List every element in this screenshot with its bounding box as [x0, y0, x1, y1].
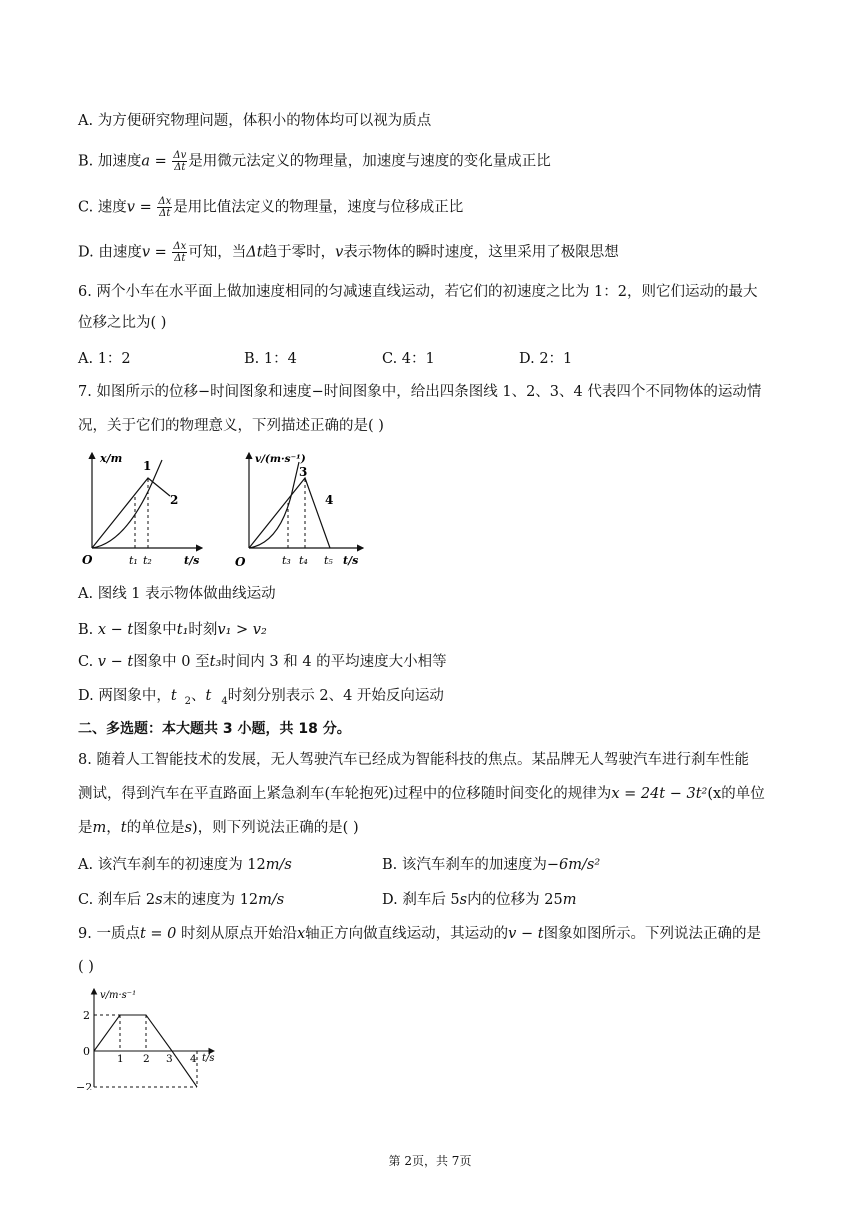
t4-label: t₄: [299, 554, 308, 567]
q8-option-c: C. 刹车后 2s末的速度为 12m/s: [78, 892, 285, 908]
q6-option-b: B. 1：4: [244, 351, 297, 367]
t2-label: t₂: [143, 554, 152, 567]
line-1-label: 1: [143, 459, 152, 473]
line-3-label: 3: [299, 465, 308, 479]
q6-stem-line1: 6. 两个小车在水平面上做加速度相同的匀减速直线运动，若它们的初速度之比为 1：2，则它们运动的最大: [78, 284, 758, 300]
y-tick-neg: −2: [76, 1081, 93, 1090]
q6-option-a: A. 1：2: [78, 351, 131, 367]
x-tick-4: 4: [190, 1053, 197, 1065]
q6-option-d: D. 2：1: [519, 351, 573, 367]
fraction: $\frac{\Delta x}{\Delta t}$: [158, 196, 172, 219]
x-axis-label: t/s: [184, 554, 200, 567]
x-axis-label: t/s: [202, 1053, 215, 1064]
q9-stem-line2: ( ): [78, 959, 94, 975]
q6-option-c: C. 4：1: [382, 351, 435, 367]
q9-vt-graph: [74, 985, 234, 1090]
x-axis-label: t/s: [343, 554, 359, 567]
q9-stem-line1: 9. 一质点t = 0 时刻从原点开始沿x轴正方向做直线运动，其运动的v − t图象如图所示。下列说法正确的是: [78, 926, 762, 942]
y-axis-label: x/m: [100, 452, 123, 465]
q7-option-d: D. 两图象中，t $_2$、t $_4$时刻分别表示 2、4 开始反向运动: [78, 688, 444, 707]
q5-option-c: C. 速度v = $\frac{\Delta x}{\Delta t}$ 是用比值法定义的物理量，速度与位移成正比: [78, 196, 464, 219]
line-4: [249, 478, 330, 548]
y-axis-label: v/(m·s⁻¹): [255, 453, 306, 465]
t5-label: t₅: [324, 554, 333, 567]
x-tick-2: 2: [143, 1053, 150, 1065]
q8-option-d: D. 刹车后 5s内的位移为 25m: [382, 892, 577, 908]
q5-option-d: D. 由速度v = $\frac{\Delta x}{\Delta t}$ 可知，当Δt趋于零时，v表示物体的瞬时速度，这里采用了极限思想: [78, 241, 619, 264]
curve-3: [249, 462, 299, 548]
q8-stem-line3: 是m，t的单位是s)，则下列说法正确的是( ): [78, 820, 359, 836]
fraction: $\frac{\Delta x}{\Delta t}$: [173, 241, 187, 264]
q7-xt-graph: [80, 448, 210, 573]
q6-stem-line2: 位移之比为( ): [78, 315, 167, 331]
line-4-label: 4: [325, 493, 334, 507]
section-heading: 二、多选题：本大题共 3 小题，共 18 分。: [78, 721, 351, 737]
q8-option-a: A. 该汽车刹车的初速度为 12m/s: [78, 857, 292, 873]
q7-option-c: C. v − t图象中 0 至t₃时间内 3 和 4 的平均速度大小相等: [78, 654, 447, 670]
q5-option-a: A. 为方便研究物理问题，体积小的物体均可以视为质点: [78, 113, 432, 129]
x-tick-1: 1: [117, 1053, 124, 1065]
q7-option-b: B. x − t图象中t₁时刻v₁ > v₂: [78, 622, 267, 638]
q8-stem-line1: 8. 随着人工智能技术的发展，无人驾驶汽车已经成为智能科技的焦点。某品牌无人驾驶汽车进行刹车性能: [78, 752, 749, 768]
q8-stem-line2: 测试，得到汽车在平直路面上紧急刹车(车轮抱死)过程中的位移随时间变化的规律为x = 24t − 3t²(x的单位: [78, 786, 765, 802]
fraction: $\frac{\Delta v}{\Delta t}$: [173, 150, 187, 173]
q7-stem-line1: 7. 如图所示的位移−时间图象和速度−时间图象中，给出四条图线 1、2、3、4 代表四个不同物体的运动情: [78, 384, 762, 400]
q7-option-a: A. 图线 1 表示物体做曲线运动: [78, 586, 276, 602]
y-tick-pos: 2: [83, 1009, 90, 1022]
line-2: [92, 478, 170, 548]
q8-option-b: B. 该汽车刹车的加速度为−6m/s²: [382, 857, 601, 873]
page-footer: 第 2页，共 7页: [388, 1154, 472, 1168]
origin-label: O: [235, 555, 246, 569]
y-axis-label: v/m·s⁻¹: [100, 990, 137, 1001]
q7-stem-line2: 况，关于它们的物理意义，下列描述正确的是( ): [78, 418, 384, 434]
t3-label: t₃: [282, 554, 291, 567]
t1-label: t₁: [129, 554, 138, 567]
q7-vt-graph: [233, 448, 373, 573]
line-2-label: 2: [170, 493, 179, 507]
q5-option-b: B. 加速度a = $\frac{\Delta v}{\Delta t}$ 是用微元法定义的物理量，加速度与速度的变化量成正比: [78, 150, 551, 173]
origin-label: O: [82, 553, 93, 567]
x-tick-3: 3: [166, 1053, 173, 1065]
y-tick-zero: 0: [83, 1045, 90, 1058]
